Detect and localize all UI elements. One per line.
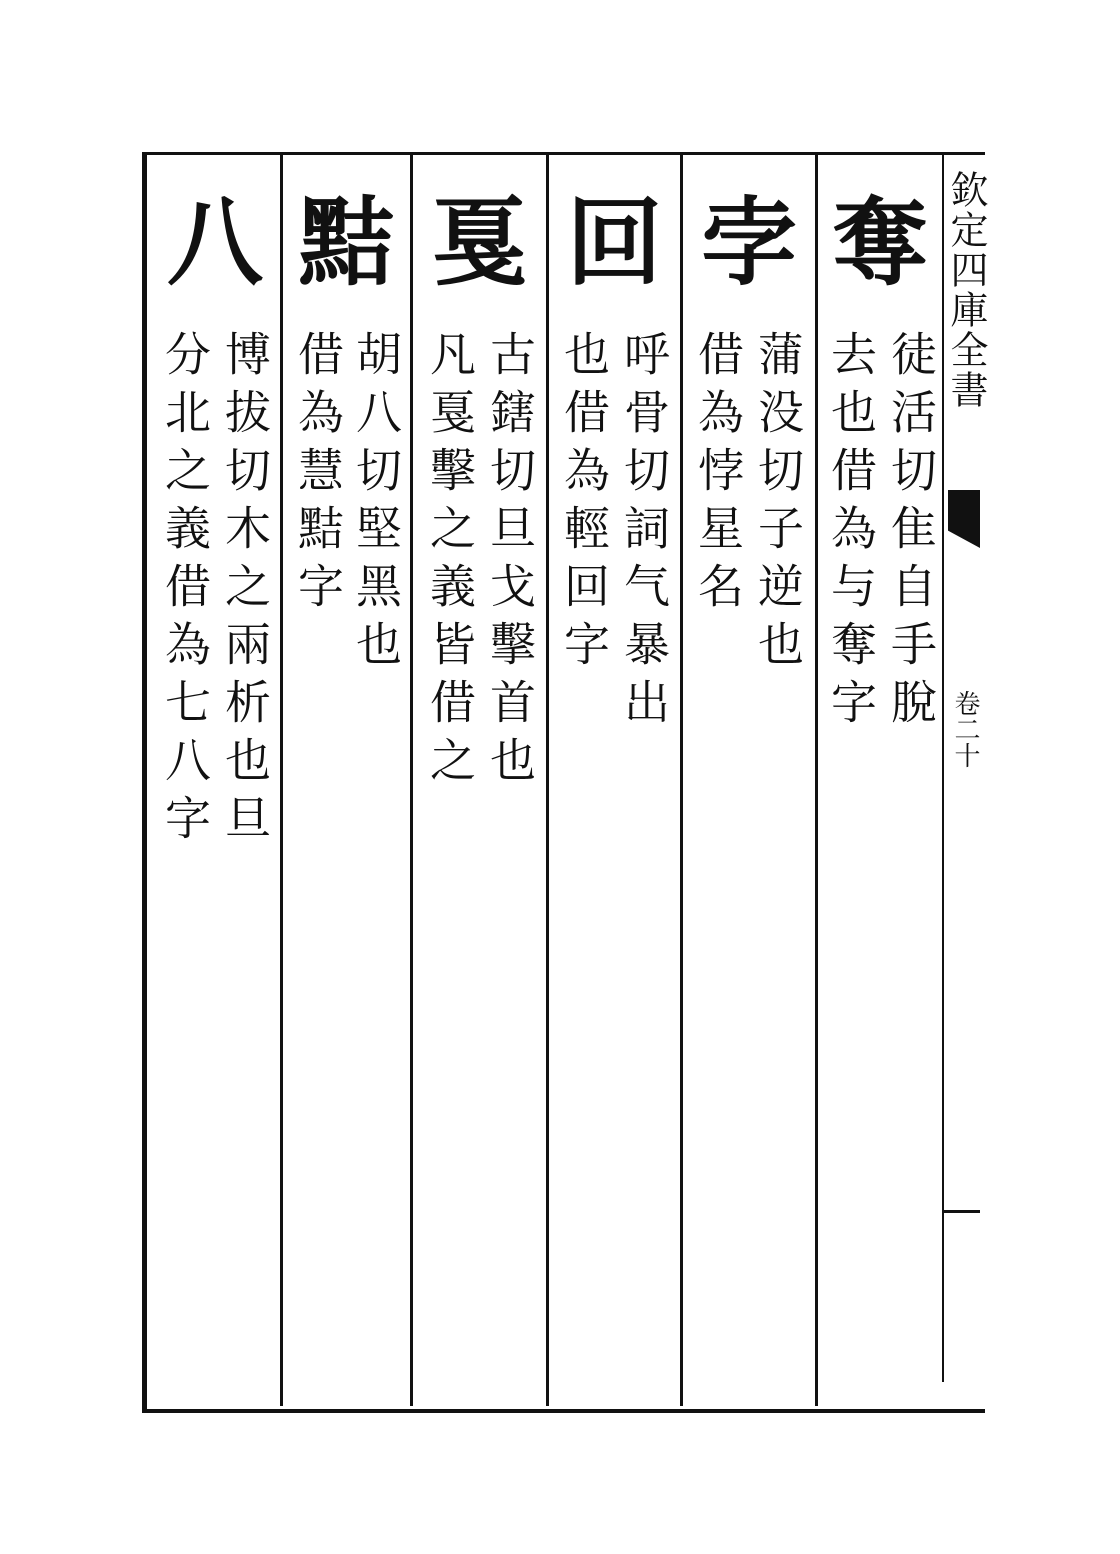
- volume-label: 卷二十: [950, 690, 980, 768]
- gloss-sub: 凡戛擊之義皆借之: [423, 330, 477, 794]
- seal-character: 奪: [832, 185, 928, 299]
- seal-character: 八: [167, 185, 263, 299]
- gloss-main: 徒活切隹自手脫: [884, 330, 938, 736]
- gloss-main: 博拔切木之兩析也旦: [218, 330, 272, 852]
- book-title: 欽定四庫全書: [944, 170, 988, 410]
- gloss-sub: 借為悖星名: [691, 330, 745, 620]
- seal-character: 黠: [298, 185, 395, 299]
- gloss-sub: 借為慧黠字: [291, 330, 345, 620]
- seal-character: 回: [566, 185, 663, 299]
- gloss-main: 胡八切堅黑也: [349, 330, 403, 678]
- gloss-main: 古鎋切旦戈擊首也: [483, 330, 537, 794]
- entry-column: [283, 160, 410, 1390]
- gloss-main: 呼骨切詞气暴出: [617, 330, 671, 736]
- gloss-sub: 去也借為与奪字: [824, 330, 878, 736]
- entry-column: [549, 160, 680, 1390]
- entry-column: [818, 160, 942, 1390]
- seal-character: 孛: [701, 185, 797, 299]
- entry-column: [150, 160, 280, 1390]
- gloss-sub: 分北之義借為七八字: [158, 330, 212, 852]
- edge-mark: [944, 1210, 980, 1213]
- gloss-sub: 也借為輕回字: [557, 330, 611, 678]
- entry-column: [683, 160, 815, 1390]
- entry-column: [413, 160, 546, 1390]
- gloss-main: 蒲没切子逆也: [751, 330, 805, 678]
- seal-character: 戛: [431, 185, 528, 299]
